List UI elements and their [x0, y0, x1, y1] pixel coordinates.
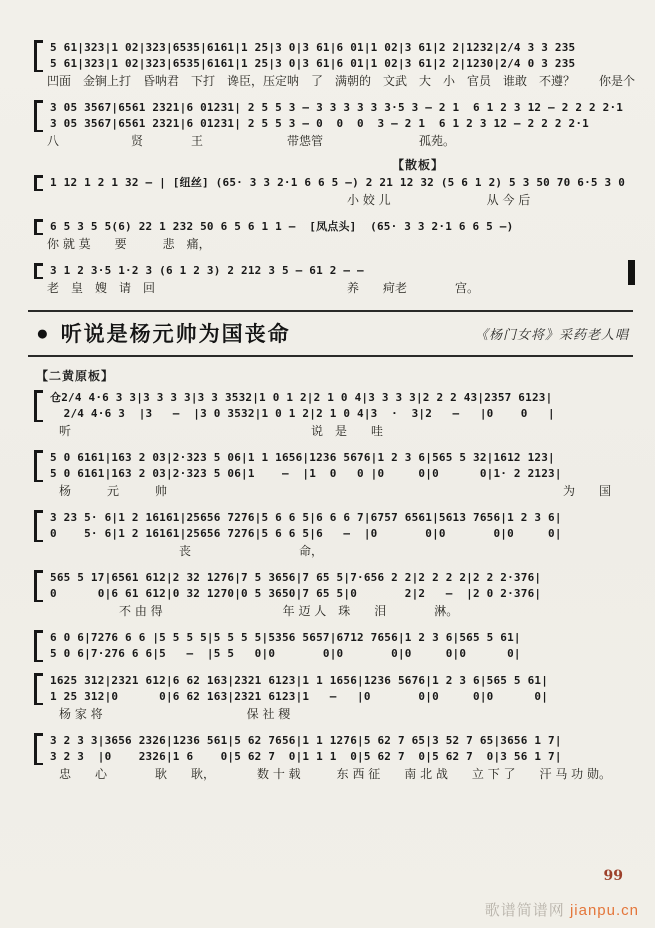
notation-line-upper: 3 23 5· 6|1 2 16161|25656 7276|5 6 6 5|6 6 6 7|6757 6561|5613 7656|1 2 3 6|: [50, 511, 562, 524]
lyrics-line: 小 姣 儿 从 今 后: [47, 193, 531, 207]
stave-bracket-icon: [34, 510, 43, 542]
stave-bracket-icon: [34, 390, 43, 422]
stave-bracket-icon: [34, 630, 43, 662]
lyrics-line: 杨 家 将 保 社 稷: [47, 707, 291, 721]
notation-line-upper: 6 0 6|7276 6 6 |5 5 5 5|5 5 5 5|5356 5657|6712 7656|1 2 3 6|565 5 61|: [50, 631, 521, 644]
stave-bracket-icon: [34, 733, 43, 765]
music-system: [34, 175, 633, 208]
notation-line-lower: 3 05 3567|6561 2321|6 01231| 2 5 5 3 — 0 0 0 3 — 2 1 6 1 2 3 12 — 2 2 2 2·1: [50, 117, 589, 130]
notation-line-lower: 0 0|6 61 612|0 32 1270|0 5 3650|7 65 5|0 2|2 — |2 0 2·376|: [50, 587, 542, 600]
bullet-icon: ●: [36, 321, 49, 345]
notation-line: 6 5 3 5 5(6) 22 1 232 50 6 5 6 1 1 — [凤点头] (65· 3 3 2·1 6 6 5 —): [50, 220, 514, 233]
stave-bracket-icon: [34, 219, 43, 235]
music-system: [34, 390, 633, 439]
notation-line-upper: 3 05 3567|6561 2321|6 01231| 2 5 5 3 — 3 3 3 3 3 3·5 3 — 2 1 6 1 2 3 12 — 2 2 2 2·1: [50, 101, 624, 114]
stave-bracket-icon: [34, 673, 43, 705]
lyrics-line: 你 就 莫 要 悲 痛，: [47, 237, 211, 251]
stave-bracket-icon: [34, 570, 43, 602]
notation-line-upper: 仓2/4 4·6 3 3|3 3 3 3|3 3 3532|1 0 1 2|2 1 0 4|3 3 3 3|2 2 2 43|2357 6123|: [50, 391, 553, 404]
music-system: [34, 263, 633, 296]
notation-line-lower: 0 5· 6|1 2 16161|25656 7276|5 6 6 5|6 — |0 0|0 0|0 0|: [50, 527, 562, 540]
music-system: [34, 733, 633, 782]
music-system: [34, 673, 633, 722]
lyrics-line: 丧 命，: [47, 544, 324, 558]
music-system: [34, 510, 633, 559]
notation-line-upper: 1625 312|2321 612|6 62 163|2321 6123|1 1 1656|1236 5676|1 2 3 6|565 5 61|: [50, 674, 549, 687]
page-number: 99: [603, 868, 623, 884]
watermark-site-name: 歌谱简谱网: [484, 902, 565, 919]
notation-line-upper: 3 2 3 3|3656 2326|1236 561|5 62 7656|1 1 1276|5 62 7 65|3 52 7 65|3656 1 7|: [50, 734, 562, 747]
stave-bracket-icon: [34, 40, 43, 72]
song-title: 听说是杨元帅为国丧命: [60, 323, 291, 346]
lyrics-line: 不 由 得 年 迈 人 珠 泪 淋。: [47, 604, 459, 618]
stave-bracket-icon: [34, 175, 43, 191]
song-title-bar: [28, 310, 633, 357]
music-system: [34, 630, 633, 662]
music-system: [34, 450, 633, 499]
notation-line-upper: 565 5 17|6561 612|2 32 1276|7 5 3656|7 65 5|7·656 2 2|2 2 2 2|2 2 2·376|: [50, 571, 542, 584]
tempo-marking-sanban: 【散板】: [392, 158, 445, 172]
notation-line-upper: 5 61|323|1 02|323|6535|6161|1 25|3 0|3 61|6 01|1 02|3 61|2 2|1232|2/4 3 3 235: [50, 41, 576, 54]
notation-line: 3 1 2 3·5 1·2 3 (6 1 2 3) 2 212 3 5 — 61 2 — —: [50, 264, 364, 277]
watermark: [485, 899, 639, 920]
notation-line-lower: 2/4 4·6 3 |3 — |3 0 3532|1 0 1 2|2 1 0 4|3 · 3|2 — |0 0 |: [50, 407, 555, 420]
notation-line: 1 12 1 2 1 32 — | [纽丝] (65· 3 3 2·1 6 6 5 —) 2 21 12 32 (5 6 1 2) 5 3 50 70 6·5 3 0: [50, 176, 626, 189]
lyrics-line: 八 贤 王 带怹管 孤苑。: [47, 134, 456, 148]
stave-bracket-icon: [34, 263, 43, 279]
notation-line-lower: 5 0 6161|163 2 03|2·323 5 06|1 — |1 0 0 |0 0|0 0|1· 2 2123|: [50, 467, 562, 480]
notation-line-lower: 3 2 3 |0 2326|1 6 0|5 62 7 0|1 1 1 0|5 62 7 0|5 62 7 0|3 56 1 7|: [50, 750, 562, 763]
music-system: [34, 40, 636, 89]
notation-line-lower: 5 0 6|7·276 6 6|5 — |5 5 0|0 0|0 0|0 0|0 0|: [50, 647, 521, 660]
lyrics-line: 忠 心 耿 耿， 数 十 载 东 西 征 南 北 战 立 下 了 汗 马 功 勋。: [47, 767, 611, 781]
lyrics-line: 凹面 金锏上打 昏呐君 下打 谗臣，压定呐 了 满朝的 文武 大 小 官员 谁敢 不遵？ 你是个: [47, 74, 636, 88]
music-system: [34, 100, 633, 149]
stave-bracket-icon: [34, 450, 43, 482]
final-barline-icon: [628, 260, 635, 285]
lyrics-line: 老 皇 嫂 请 回 养 疴老 宫。: [47, 281, 480, 295]
top-score-section: [34, 40, 636, 296]
stave-bracket-icon: [34, 100, 43, 132]
watermark-site-url: jianpu.cn: [569, 902, 639, 919]
song-score-section: [34, 390, 633, 782]
notation-line-lower: 1 25 312|0 0|6 62 163|2321 6123|1 — |0 0|0 0|0 0|: [50, 690, 549, 703]
lyrics-line: 听 说 是 哇: [47, 424, 384, 438]
music-system: [34, 570, 633, 619]
notation-line-upper: 5 0 6161|163 2 03|2·323 5 06|1 1 1656|1236 5676|1 2 3 6|565 5 32|1612 123|: [50, 451, 555, 464]
tempo-marking-erhuang: 【二黄原板】: [36, 369, 115, 383]
notation-line-lower: 5 61|323|1 02|323|6535|6161|1 25|3 0|3 61|6 01|1 02|3 61|2 2|1230|2/4 0 3 235: [50, 57, 576, 70]
music-system: [34, 219, 633, 252]
song-source-credit: 《杨门女将》采药老人唱: [474, 326, 629, 342]
lyrics-line: 杨 元 帅 为 国: [47, 484, 612, 498]
